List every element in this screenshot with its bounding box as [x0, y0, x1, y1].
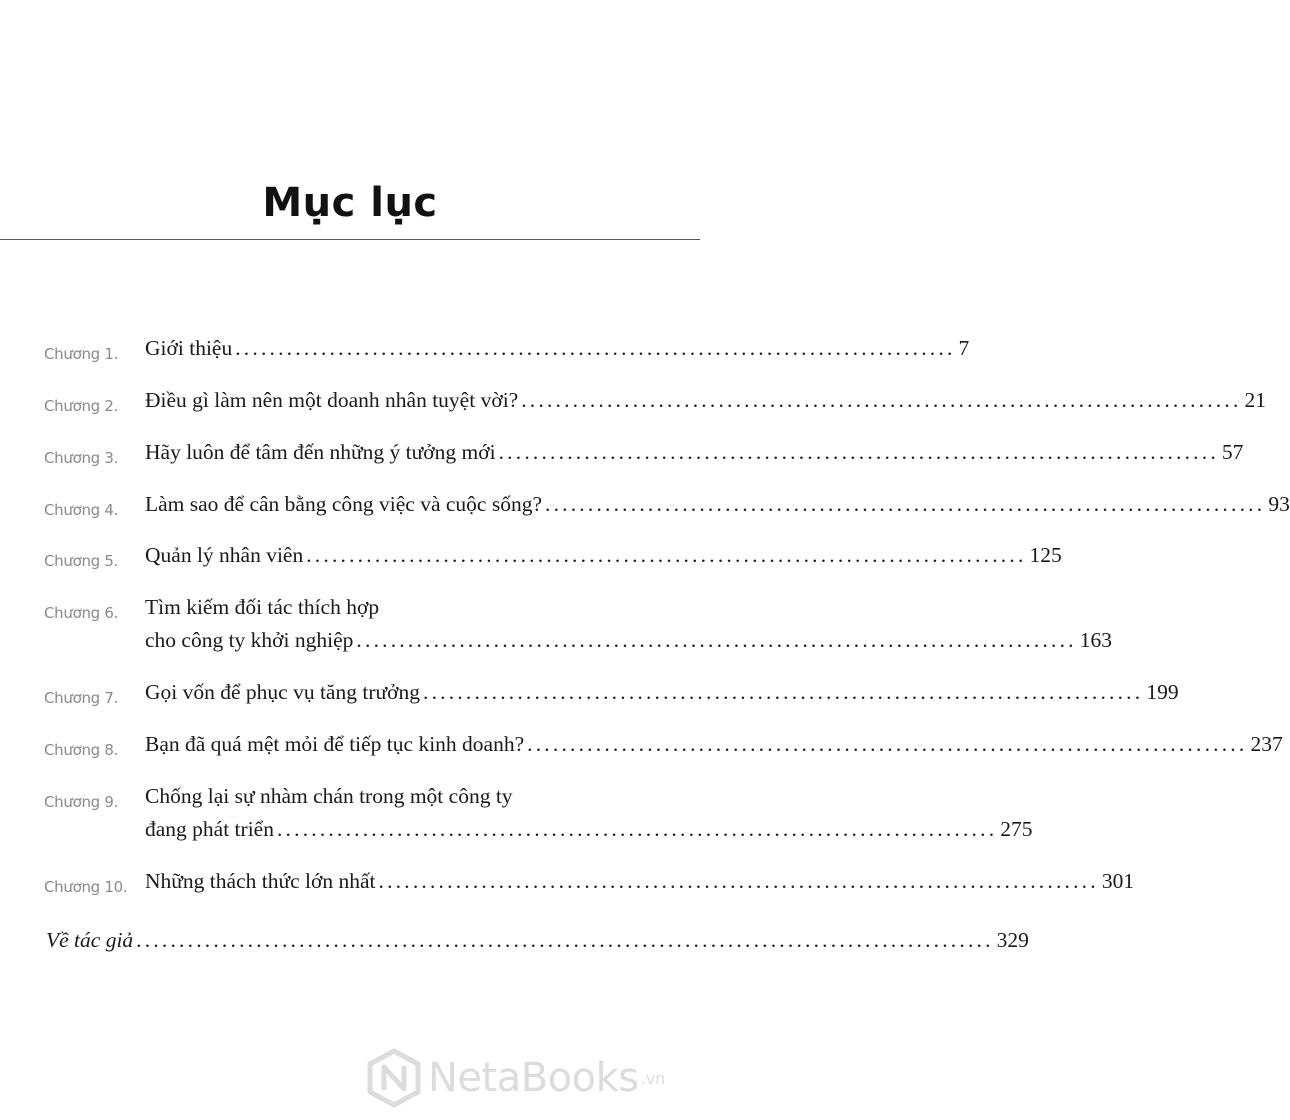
dot-leader: .................................................................................................... [136, 928, 994, 952]
chapter-title: Giới thiệu [145, 336, 233, 360]
chapter-label: Chương 9. [44, 793, 119, 811]
chapter-title: Gọi vốn để phục vụ tăng trưởng [145, 680, 421, 704]
netabooks-logo-icon [366, 1048, 422, 1108]
toc-line [145, 628, 1112, 662]
dot-leader: .................................................................................... [276, 817, 998, 841]
chapter-title-line-2: đang phát triển [145, 817, 274, 841]
chapter-title: Quản lý nhân viên [145, 543, 304, 567]
chapter-label: Chương 10. [44, 878, 128, 896]
chapter-label: Chương 8. [44, 741, 119, 759]
toc-line [46, 928, 1029, 962]
dot-leader: .................................................................................... [235, 336, 956, 360]
page-number: 7 [958, 336, 970, 360]
watermark-brand: NetaBooks [428, 1055, 639, 1101]
dot-leader: .................................................................................... [378, 869, 1099, 893]
page-number: 21 [1244, 388, 1267, 412]
dot-leader: .................................................................................... [521, 388, 1242, 412]
chapter-label: Chương 7. [44, 689, 119, 707]
about-author-label: Về tác giả [46, 928, 134, 952]
dot-leader: .................................................................................... [306, 543, 1027, 567]
page-number: 199 [1146, 680, 1179, 704]
dot-leader: .................................................................................... [545, 492, 1266, 516]
chapter-title: Bạn đã quá mệt mỏi để tiếp tục kinh doanh? [145, 732, 525, 756]
page-title: Mục lục [262, 180, 438, 226]
page-number: 275 [1000, 817, 1033, 841]
dot-leader: .................................................................................... [423, 680, 1144, 704]
page-number: 237 [1250, 732, 1283, 756]
chapter-label: Chương 6. [44, 604, 119, 622]
toc-line [145, 732, 1283, 766]
chapter-label: Chương 2. [44, 397, 119, 415]
chapter-label: Chương 4. [44, 501, 119, 519]
chapter-title-line-1: Chống lại sự nhàm chán trong một công ty [145, 784, 513, 808]
chapter-title-line-2: cho công ty khởi nghiệp [145, 628, 354, 652]
page-number: 163 [1079, 628, 1112, 652]
dot-leader: .................................................................................... [527, 732, 1248, 756]
chapter-title: Điều gì làm nên một doanh nhân tuyệt vời? [145, 388, 519, 412]
toc-line [145, 388, 1267, 422]
toc-line [145, 869, 1135, 903]
page-number: 93 [1268, 492, 1290, 516]
dot-leader: .................................................................................... [498, 440, 1219, 464]
dot-leader: .................................................................................... [356, 628, 1077, 652]
chapter-label: Chương 5. [44, 552, 119, 570]
toc-line [145, 336, 970, 370]
toc-line [145, 817, 1033, 851]
toc-line [145, 680, 1179, 714]
watermark-suffix: .vn [640, 1068, 666, 1088]
chapter-title: Làm sao để cân bằng công việc và cuộc sống? [145, 492, 542, 516]
page-number: 125 [1029, 543, 1062, 567]
toc-line [145, 492, 1290, 526]
chapter-label: Chương 1. [44, 345, 119, 363]
chapter-label: Chương 3. [44, 449, 119, 467]
toc-line [145, 440, 1244, 474]
watermark [366, 1045, 696, 1111]
chapter-title: Hãy luôn để tâm đến những ý tưởng mới [145, 440, 496, 464]
page-number: 329 [996, 928, 1029, 952]
chapter-title-line-1: Tìm kiếm đối tác thích hợp [145, 595, 380, 619]
chapter-title: Những thách thức lớn nhất [145, 869, 376, 893]
toc-line [145, 543, 1062, 577]
page-number: 57 [1221, 440, 1244, 464]
page-number: 301 [1101, 869, 1135, 893]
